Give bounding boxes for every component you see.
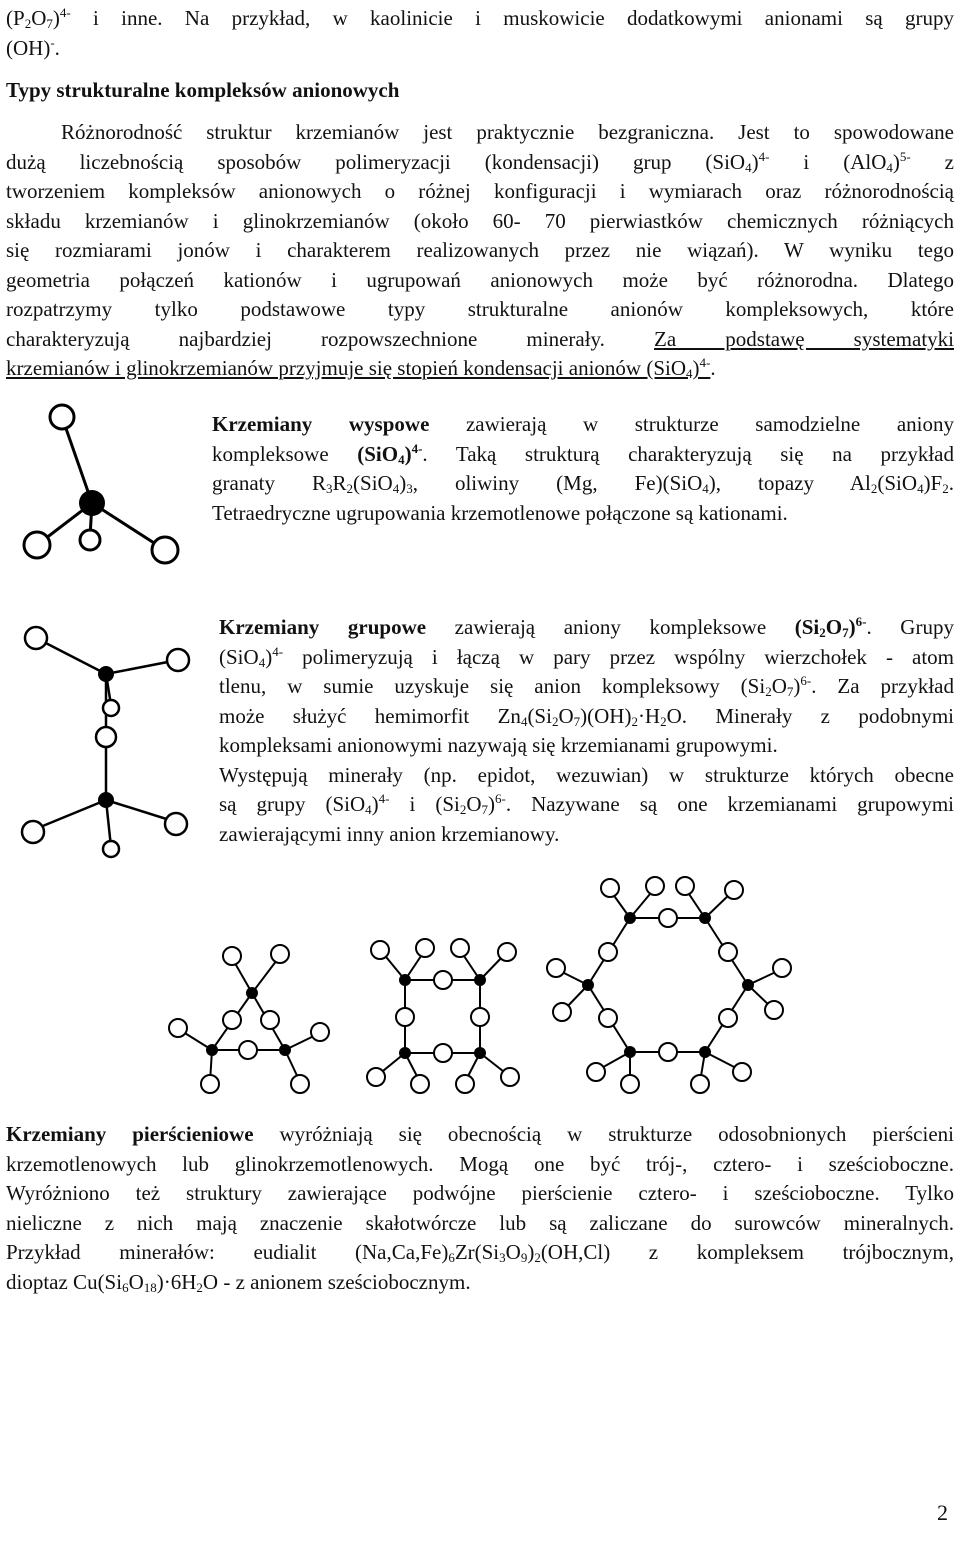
text-line: tworzeniem kompleksów anionowych o różnej konfiguracji i wymiarach oraz różnorodnością: [6, 179, 954, 203]
text-line: składu krzemianów i glinokrzemianów (około 60- 70 pierwiastków chemicznych różniących: [6, 208, 954, 233]
island-silicates-paragraph: [212, 410, 954, 528]
text-line: Wyróżniono też struktury zawierające podwójne pierścienie cztero- i sześcioboczne. Tylko: [6, 1181, 954, 1205]
text-line: Tetraedryczne ugrupowania krzemotlenowe połączone są kationami.: [212, 500, 788, 525]
text-line: może służyć hemimorfit $Zn_4(Si_2O_7)(OH)_2\cdot H_2O$. Minerały z podobnymi: [219, 703, 954, 729]
group-silicates-paragraph: [219, 613, 954, 849]
text-line: Występują minerały (np. epidot, wezuwian) w strukturze których obecne: [219, 762, 954, 787]
text-line: krzemotlenowych lub glinokrzemotlenowych. Mogą one być trój-, cztero- i sześcioboczne.: [6, 1151, 954, 1176]
section-heading: Typy strukturalne kompleksów anionowych: [6, 78, 400, 102]
text-line: $(SiO_4)^{4-}$ polimeryzują i łączą w pary przez wspólny wierzchołek - atom: [219, 643, 954, 670]
text-line: zawierającymi inny anion krzemianowy.: [219, 821, 560, 846]
text-line: nieliczne z nich mają znaczenie skałotwórcze lub są zaliczane do surowców mineralnych.: [6, 1210, 954, 1235]
page-number: 2: [937, 1500, 948, 1525]
si2o7-group-diagram: [18, 612, 203, 867]
sio4-tetrahedron-diagram: [10, 395, 195, 575]
ring-silicates-paragraph: [6, 1120, 954, 1297]
text-line: tlenu, w sumie uzyskuje się anion kompleksowy $(Si_2O_7)^{6-}$. Za przykład: [219, 673, 954, 699]
text-line: krzemianów i glinokrzemianów przyjmuje się stopień kondensacji anionów $(SiO_4)^{4-}$.: [6, 355, 716, 381]
text-line: dioptaz $Cu(Si_6O_{18})\cdot 6H_2O - z$ anionem sześciobocznym.: [6, 1269, 471, 1295]
text-line: granaty $R_3R_2(SiO_4)_3$, oliwiny (Mg, Fe)(SiO$_4$), topazy $Al_2(SiO_4)F_2$.: [212, 471, 954, 496]
text-line: dużą liczebnością sposobów polimeryzacji (kondensacji) grup $(SiO_4)^{4-}$ i $(AlO_4)^{5-}$ z: [6, 148, 954, 175]
top-paragraph: [6, 4, 954, 63]
text-line: się rozmiarami jonów i charakterem realizowanych przez nie wiązań). W wyniku tego: [6, 238, 954, 262]
text-line: Krzemiany grupowe zawierają aniony kompleksowe $(Si_2O_7)^{6-}$. Grupy: [219, 614, 954, 640]
text-line: Przykład minerałów: eudialit $(Na,Ca,Fe)_6Zr(Si_3O_9)_2(OH,Cl)$ z kompleksem trójbocznym,: [6, 1240, 954, 1265]
intro-paragraph: [6, 118, 954, 384]
text-line: kompleksowe $(SiO_4)^{4-}$. Taką strukturą charakteryzują się na przykład: [212, 440, 954, 467]
text-line: $(P_2O_7)^{4-}$ i inne. Na przykład, w kaolinicie i muskowicie dodatkowymi anionami są grupy: [6, 5, 954, 31]
text-line: Krzemiany wyspowe zawierają w strukturze samodzielne aniony: [212, 412, 954, 436]
text-line: Różnorodność struktur krzemianów jest praktycznie bezgraniczna. Jest to spowodowane: [61, 120, 954, 144]
text-line: rozpatrzymy tylko podstawowe typy strukturalne anionów kompleksowych, które: [6, 297, 954, 321]
text-line: są grupy $(SiO_4)^{4-}$ i $(Si_2O_7)^{6-}$. Nazywane są one krzemianami grupowymi: [219, 791, 954, 817]
text-line: charakteryzują najbardziej rozpowszechnione minerały. Za podstawę systematyki: [6, 326, 955, 351]
text-line: (OH)-.: [6, 34, 60, 60]
text-line: geometria połączeń kationów i ugrupowań anionowych może być różnorodna. Dlatego: [6, 267, 954, 292]
text-line: kompleksami anionowymi nazywają się krzemianami grupowymi.: [219, 733, 778, 757]
ring-silicates-diagram: [140, 870, 830, 1100]
text-line: Krzemiany pierścieniowe wyróżniają się obecnością w strukturze odosobnionych pierścieni: [6, 1122, 954, 1146]
